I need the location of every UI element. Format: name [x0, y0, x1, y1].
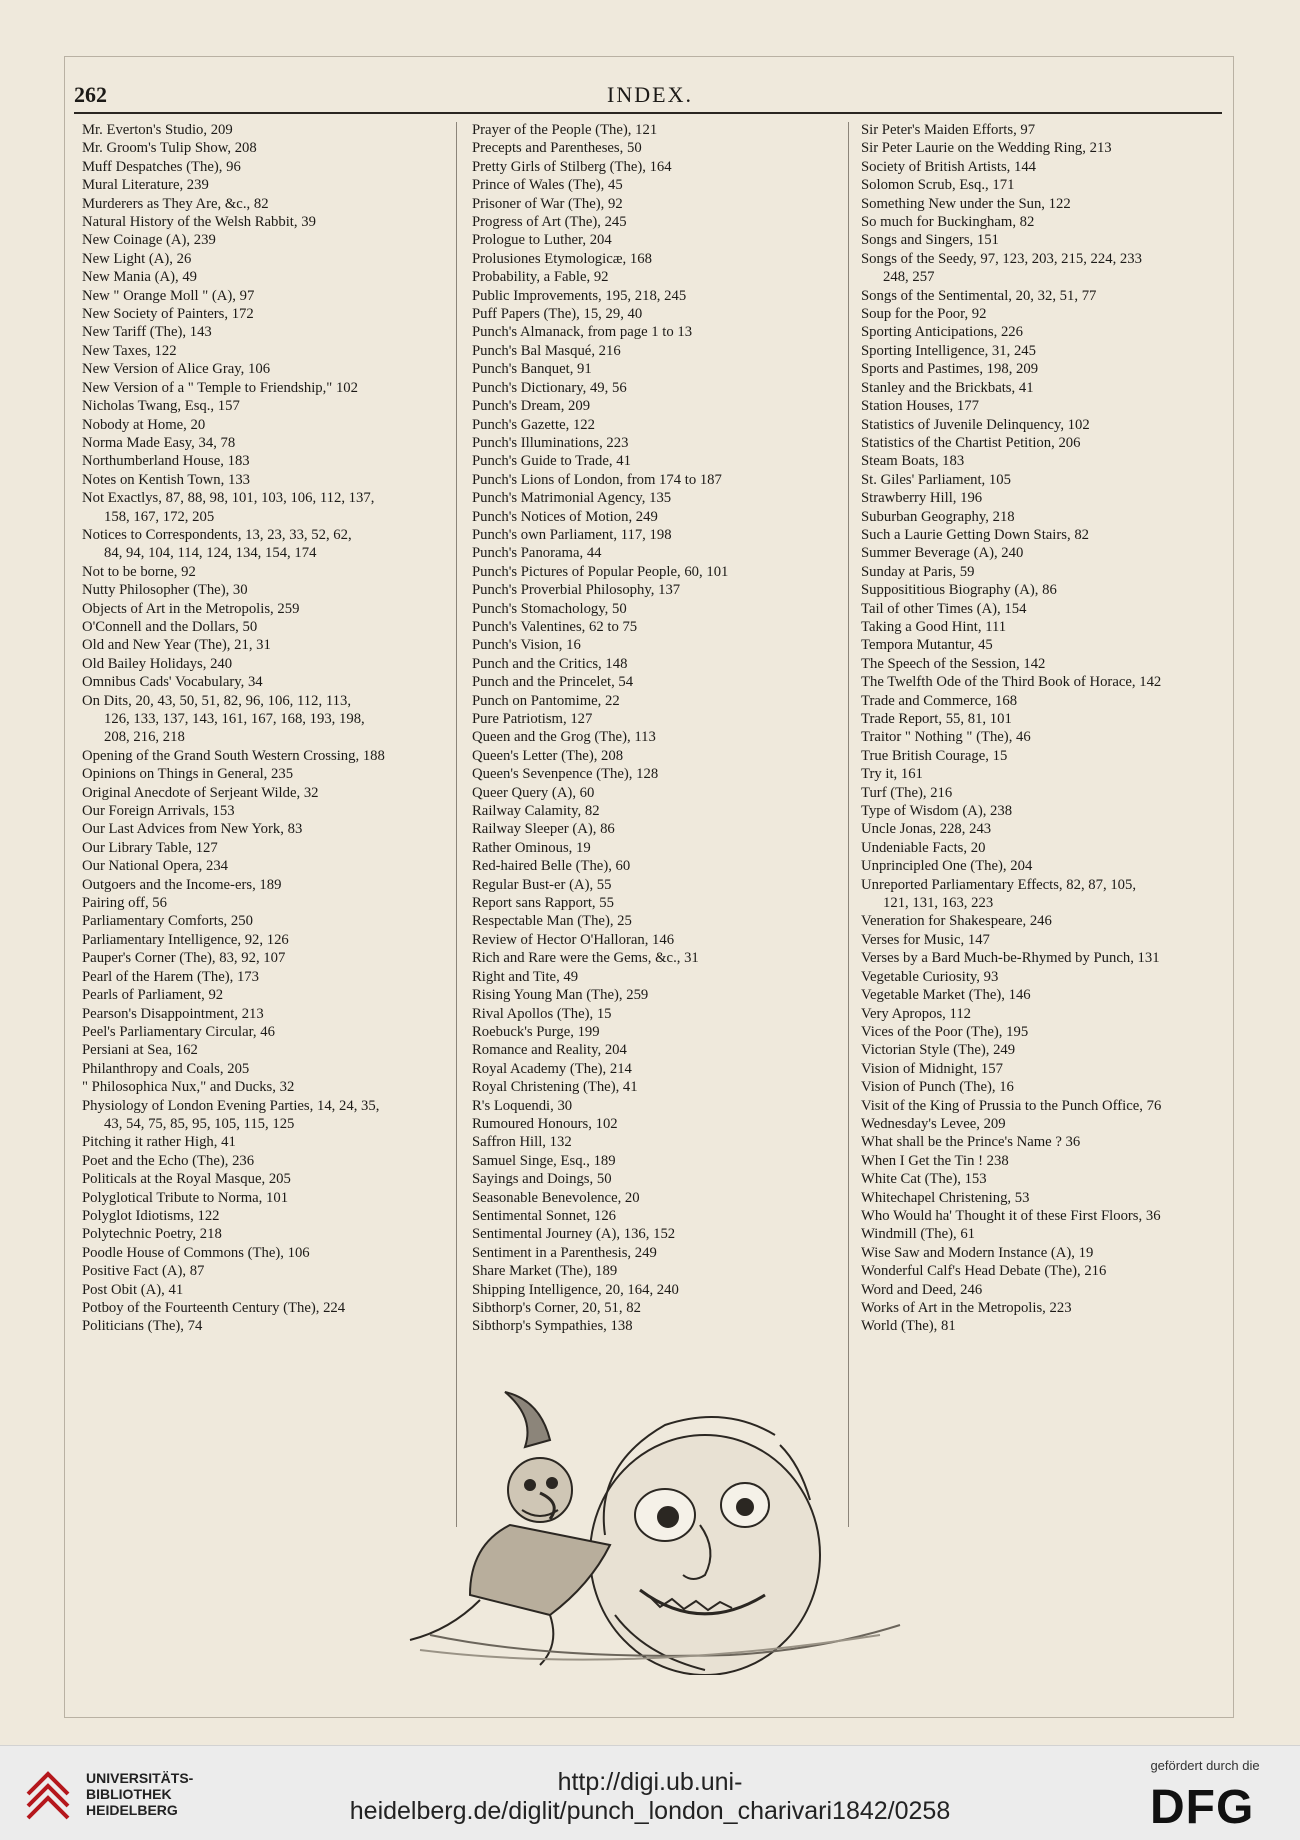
index-column-1	[82, 121, 457, 1336]
index-entry: Very Apropos, 112	[861, 1005, 972, 1022]
index-entry: Not to be borne, 92	[82, 563, 196, 580]
index-entry: Peel's Parliamentary Circular, 46	[82, 1023, 275, 1040]
index-entry: Punch's Guide to Trade, 41	[472, 453, 631, 470]
index-entry: Society of British Artists, 144	[861, 158, 1037, 175]
index-entry: Pauper's Corner (The), 83, 92, 107	[82, 950, 286, 967]
index-entry: Nutty Philosopher (The), 30	[82, 582, 248, 599]
index-entry: Wise Saw and Modern Instance (A), 19	[861, 1244, 1094, 1261]
index-entry: Rumoured Honours, 102	[472, 1115, 618, 1132]
index-entry: Nicholas Twang, Esq., 157	[82, 398, 240, 415]
index-entry: Parliamentary Intelligence, 92, 126	[82, 931, 289, 948]
index-entry: Songs of the Sentimental, 20, 32, 51, 77	[861, 287, 1097, 304]
index-entry: Progress of Art (The), 245	[472, 214, 627, 231]
index-entry: Traitor " Nothing " (The), 46	[861, 729, 1031, 746]
index-entry: Punch's Banquet, 91	[472, 361, 592, 378]
index-entry: Pitching it rather High, 41	[82, 1134, 236, 1151]
index-entry: Omnibus Cads' Vocabulary, 34	[82, 674, 263, 691]
library-name-line: BIBLIOTHEK	[86, 1786, 172, 1802]
index-entry: Share Market (The), 189	[472, 1263, 618, 1280]
index-entry: Sporting Anticipations, 226	[861, 324, 1023, 341]
index-entry: Vices of the Poor (The), 195	[861, 1023, 1029, 1040]
index-entry: 158, 167, 172, 205	[104, 508, 215, 525]
index-entry: Physiology of London Evening Parties, 14, 24, 35,	[82, 1097, 380, 1114]
index-entry: Punch's Notices of Motion, 249	[472, 508, 658, 525]
index-entry: Who Would ha' Thought it of these First Floors, 36	[861, 1207, 1161, 1224]
index-entry: Prologue to Luther, 204	[472, 232, 612, 249]
index-entry: Verses for Music, 147	[861, 931, 990, 948]
index-entry: Royal Christening (The), 41	[472, 1079, 638, 1096]
index-entry: Politicians (The), 74	[82, 1318, 203, 1335]
library-name-line: UNIVERSITÄTS-	[86, 1770, 194, 1786]
header-rule	[74, 112, 1222, 114]
index-entry: Punch's Panorama, 44	[472, 545, 602, 562]
index-entry: 43, 54, 75, 85, 95, 105, 115, 125	[104, 1115, 295, 1132]
index-column-2	[472, 121, 847, 1336]
index-entry: Polytechnic Poetry, 218	[82, 1226, 222, 1243]
university-library-logo-icon	[22, 1764, 74, 1822]
index-entry: Visit of the King of Prussia to the Punch Office, 76	[861, 1097, 1162, 1114]
index-entry: Queen's Sevenpence (The), 128	[472, 766, 659, 783]
index-entry: Punch on Pantomime, 22	[472, 692, 620, 709]
index-entry: Sir Peter Laurie on the Wedding Ring, 213	[861, 140, 1112, 157]
index-entry: 121, 131, 163, 223	[883, 895, 994, 912]
index-entry: The Twelfth Ode of the Third Book of Horace, 142	[861, 674, 1162, 691]
index-entry: 84, 94, 104, 114, 124, 134, 154, 174	[104, 545, 317, 562]
index-entry: Mural Literature, 239	[82, 177, 209, 194]
index-entry: Notes on Kentish Town, 133	[82, 471, 251, 488]
index-entry: Muff Despatches (The), 96	[82, 158, 241, 175]
index-entry: On Dits, 20, 43, 50, 51, 82, 96, 106, 112, 113,	[82, 692, 351, 709]
index-entry: Rising Young Man (The), 259	[472, 987, 649, 1004]
index-entry: Old Bailey Holidays, 240	[82, 655, 233, 672]
index-entry: Polyglot Idiotisms, 122	[82, 1207, 220, 1224]
index-entry: New " Orange Moll " (A), 97	[82, 287, 255, 304]
index-entry: Our Library Table, 127	[82, 839, 218, 856]
index-entry: Punch's Illuminations, 223	[472, 434, 629, 451]
punch-and-mask-engraving-icon	[400, 1385, 910, 1675]
index-entry: New Taxes, 122	[82, 342, 177, 359]
index-entry: Statistics of the Chartist Petition, 206	[861, 434, 1081, 451]
index-entry: Taking a Good Hint, 111	[861, 618, 1007, 635]
index-entry: Original Anecdote of Serjeant Wilde, 32	[82, 784, 319, 801]
index-entry: Vegetable Market (The), 146	[861, 987, 1031, 1004]
index-entry: Romance and Reality, 204	[472, 1042, 627, 1059]
index-entry: Mr. Everton's Studio, 209	[82, 122, 233, 138]
index-entry: Saffron Hill, 132	[472, 1134, 572, 1151]
index-entry: Trade Report, 55, 81, 101	[861, 711, 1012, 727]
index-entry: Songs and Singers, 151	[861, 232, 999, 249]
index-entry: Queen's Letter (The), 208	[472, 747, 624, 764]
index-entry: Such a Laurie Getting Down Stairs, 82	[861, 526, 1090, 543]
index-entry: Respectable Man (The), 25	[472, 913, 632, 930]
index-entry: Windmill (The), 61	[861, 1226, 976, 1243]
index-entry: Try it, 161	[861, 766, 923, 783]
index-entry: Northumberland House, 183	[82, 453, 250, 470]
page-title: INDEX.	[607, 82, 693, 107]
index-entry: Word and Deed, 246	[861, 1281, 983, 1298]
index-entry: Opening of the Grand South Western Crossing, 188	[82, 747, 385, 764]
index-entry: Solomon Scrub, Esq., 171	[861, 177, 1015, 194]
index-entry: Sentimental Sonnet, 126	[472, 1207, 617, 1224]
index-entry: Something New under the Sun, 122	[861, 195, 1071, 212]
index-entry: Verses by a Bard Much-be-Rhymed by Punch, 131	[861, 950, 1160, 967]
index-entry: Punch's Matrimonial Agency, 135	[472, 490, 672, 507]
index-entry: Trade and Commerce, 168	[861, 692, 1018, 709]
index-entry: What shall be the Prince's Name ? 36	[861, 1134, 1081, 1151]
index-entry: Soup for the Poor, 92	[861, 306, 987, 323]
index-entry: Roebuck's Purge, 199	[472, 1023, 600, 1040]
index-entry: Mr. Groom's Tulip Show, 208	[82, 140, 257, 157]
index-column-3	[861, 121, 1236, 1336]
index-entry: Statistics of Juvenile Delinquency, 102	[861, 416, 1090, 433]
index-entry: Poodle House of Commons (The), 106	[82, 1244, 310, 1261]
index-entry: Sibthorp's Sympathies, 138	[472, 1318, 633, 1335]
index-entry: Summer Beverage (A), 240	[861, 545, 1024, 562]
index-entry: Positive Fact (A), 87	[82, 1263, 205, 1280]
index-entry: Tail of other Times (A), 154	[861, 600, 1027, 617]
index-entry: Punch's Almanack, from page 1 to 13	[472, 324, 693, 341]
index-entry: Punch's Vision, 16	[472, 637, 581, 654]
index-entry: Rival Apollos (The), 15	[472, 1005, 612, 1022]
index-entry: Samuel Singe, Esq., 189	[472, 1152, 616, 1169]
index-entry: White Cat (The), 153	[861, 1171, 987, 1188]
index-entry: Prince of Wales (The), 45	[472, 177, 623, 194]
index-entry: Pretty Girls of Stilberg (The), 164	[472, 158, 672, 175]
index-entry: Puff Papers (The), 15, 29, 40	[472, 306, 643, 323]
index-entry: Veneration for Shakespeare, 246	[861, 913, 1052, 930]
index-entry: Report sans Rapport, 55	[472, 895, 614, 912]
index-entry: Works of Art in the Metropolis, 223	[861, 1300, 1072, 1316]
index-entry: Railway Calamity, 82	[472, 803, 600, 820]
index-entry: Punch and the Princelet, 54	[472, 674, 634, 691]
index-entry: Old and New Year (The), 21, 31	[82, 637, 271, 654]
index-entry: Pure Patriotism, 127	[472, 711, 593, 727]
index-entry: New Mania (A), 49	[82, 269, 198, 286]
index-entry: Polyglotical Tribute to Norma, 101	[82, 1189, 289, 1206]
index-entry: Poet and the Echo (The), 236	[82, 1152, 255, 1169]
index-entry: Natural History of the Welsh Rabbit, 39	[82, 214, 316, 231]
index-entry: Rich and Rare were the Gems, &c., 31	[472, 950, 699, 967]
index-entry: Politicals at the Royal Masque, 205	[82, 1171, 291, 1188]
index-entry: Post Obit (A), 41	[82, 1281, 184, 1298]
index-entry: Precepts and Parentheses, 50	[472, 140, 642, 157]
index-entry: 126, 133, 137, 143, 161, 167, 168, 193, 198,	[104, 711, 365, 727]
index-entry: Pearl of the Harem (The), 173	[82, 968, 259, 985]
index-entry: Review of Hector O'Halloran, 146	[472, 931, 675, 948]
index-entry: Sayings and Doings, 50	[472, 1171, 612, 1188]
index-entry: " Philosophica Nux," and Ducks, 32	[82, 1079, 295, 1096]
index-entry: New Tariff (The), 143	[82, 324, 212, 341]
permalink-url[interactable]: http://digi.ub.uni-heidelberg.de/diglit/punch_london_charivari1842/0258	[349, 1768, 951, 1825]
index-entry: Rather Ominous, 19	[472, 839, 591, 856]
index-entry: True British Courage, 15	[861, 747, 1008, 764]
index-entry: Railway Sleeper (A), 86	[472, 821, 615, 838]
index-entry: Objects of Art in the Metropolis, 259	[82, 600, 300, 617]
index-entry: Victorian Style (The), 249	[861, 1042, 1016, 1059]
index-entry: Punch's Dream, 209	[472, 398, 591, 415]
index-entry: Type of Wisdom (A), 238	[861, 803, 1013, 820]
index-entry: Royal Academy (The), 214	[472, 1060, 632, 1077]
index-entry: Whitechapel Christening, 53	[861, 1189, 1030, 1206]
index-entry: So much for Buckingham, 82	[861, 214, 1035, 231]
index-entry: Opinions on Things in General, 235	[82, 766, 294, 783]
index-entry: Vegetable Curiosity, 93	[861, 968, 999, 985]
index-entry: Sentimental Journey (A), 136, 152	[472, 1226, 676, 1243]
index-entry: Prolusiones Etymologicæ, 168	[472, 250, 652, 267]
index-entry: Suburban Geography, 218	[861, 508, 1015, 525]
index-entry: Queen and the Grog (The), 113	[472, 729, 656, 746]
index-entry: New Society of Painters, 172	[82, 306, 254, 323]
library-name-line: HEIDELBERG	[86, 1802, 178, 1818]
index-entry: Queer Query (A), 60	[472, 784, 595, 801]
index-entry: Probability, a Fable, 92	[472, 269, 609, 286]
index-entry: New Version of a " Temple to Friendship," 102	[82, 379, 358, 396]
index-entry: Our Foreign Arrivals, 153	[82, 803, 235, 820]
index-entry: Tempora Mutantur, 45	[861, 637, 993, 654]
index-entry: Potboy of the Fourteenth Century (The), 224	[82, 1300, 346, 1316]
footer-bar	[0, 1745, 1300, 1840]
column-divider	[456, 122, 457, 1527]
dfg-logo: DFG	[1150, 1781, 1255, 1834]
index-entry: Public Improvements, 195, 218, 245	[472, 287, 687, 304]
index-entry: Sporting Intelligence, 31, 245	[861, 342, 1036, 359]
index-entry: Punch's Dictionary, 49, 56	[472, 379, 627, 396]
index-entry: Strawberry Hill, 196	[861, 490, 983, 507]
index-entry: Not Exactlys, 87, 88, 98, 101, 103, 106, 112, 137,	[82, 490, 375, 507]
index-entry: Punch's own Parliament, 117, 198	[472, 526, 672, 543]
index-entry: Punch's Gazette, 122	[472, 416, 595, 433]
index-entry: The Speech of the Session, 142	[861, 655, 1046, 672]
index-entry: Vision of Midnight, 157	[861, 1060, 1003, 1077]
index-entry: When I Get the Tin ! 238	[861, 1152, 1009, 1169]
library-name	[86, 1770, 193, 1818]
index-entry: New Version of Alice Gray, 106	[82, 361, 271, 378]
page-number: 262	[74, 82, 107, 107]
index-entry: Turf (The), 216	[861, 784, 953, 801]
index-entry: 208, 216, 218	[104, 729, 185, 746]
index-entry: Punch's Valentines, 62 to 75	[472, 618, 638, 635]
index-entry: World (The), 81	[861, 1318, 956, 1335]
index-entry: O'Connell and the Dollars, 50	[82, 618, 258, 635]
index-entry: Murderers as They Are, &c., 82	[82, 195, 269, 212]
index-entry: Parliamentary Comforts, 250	[82, 913, 253, 930]
index-entry: Right and Tite, 49	[472, 968, 579, 985]
index-entry: Our National Opera, 234	[82, 858, 229, 875]
funding-caption: gefördert durch die	[1150, 1758, 1260, 1773]
index-entry: Unreported Parliamentary Effects, 82, 87, 105,	[861, 876, 1137, 893]
index-entry: New Coinage (A), 239	[82, 232, 216, 249]
index-entry: Notices to Correspondents, 13, 23, 33, 52, 62,	[82, 526, 352, 543]
index-entry: Punch and the Critics, 148	[472, 655, 628, 672]
index-entry: Sports and Pastimes, 198, 209	[861, 361, 1039, 378]
index-entry: Norma Made Easy, 34, 78	[82, 434, 236, 451]
index-entry: Prisoner of War (The), 92	[472, 195, 623, 212]
index-entry: Pearson's Disappointment, 213	[82, 1005, 264, 1022]
index-entry: Punch's Stomachology, 50	[472, 600, 627, 617]
index-entry: Prayer of the People (The), 121	[472, 122, 658, 138]
index-entry: Songs of the Seedy, 97, 123, 203, 215, 224, 233	[861, 250, 1142, 267]
index-entry: Sibthorp's Corner, 20, 51, 82	[472, 1300, 641, 1316]
index-entry: Wonderful Calf's Head Debate (The), 216	[861, 1263, 1107, 1280]
index-entry: Stanley and the Brickbats, 41	[861, 379, 1034, 396]
index-entry: Nobody at Home, 20	[82, 416, 206, 433]
index-entry: Uncle Jonas, 228, 243	[861, 821, 992, 838]
index-entry: Punch's Pictures of Popular People, 60, 101	[472, 563, 729, 580]
index-entry: Sir Peter's Maiden Efforts, 97	[861, 122, 1036, 138]
index-entry: Punch's Bal Masqué, 216	[472, 342, 621, 359]
index-entry: Philanthropy and Coals, 205	[82, 1060, 250, 1077]
index-entry: Sunday at Paris, 59	[861, 563, 975, 580]
index-entry: Station Houses, 177	[861, 398, 979, 415]
index-entry: Steam Boats, 183	[861, 453, 965, 470]
index-entry: Pairing off, 56	[82, 895, 167, 912]
index-entry: New Light (A), 26	[82, 250, 192, 267]
index-entry: Seasonable Benevolence, 20	[472, 1189, 640, 1206]
index-entry: Regular Bust-er (A), 55	[472, 876, 612, 893]
index-entry: Persiani at Sea, 162	[82, 1042, 198, 1059]
index-entry: Outgoers and the Income-ers, 189	[82, 876, 282, 893]
index-entry: Undeniable Facts, 20	[861, 839, 986, 856]
index-entry: Our Last Advices from New York, 83	[82, 821, 303, 838]
column-divider	[848, 122, 849, 1527]
index-entry: Punch's Lions of London, from 174 to 187	[472, 471, 722, 488]
index-entry: Sentiment in a Parenthesis, 249	[472, 1244, 657, 1261]
index-entry: Red-haired Belle (The), 60	[472, 858, 631, 875]
index-entry: 248, 257	[883, 269, 935, 286]
index-entry: Shipping Intelligence, 20, 164, 240	[472, 1281, 679, 1298]
index-entry: St. Giles' Parliament, 105	[861, 471, 1011, 488]
index-entry: R's Loquendi, 30	[472, 1097, 573, 1114]
index-entry: Wednesday's Levee, 209	[861, 1115, 1006, 1132]
index-entry: Punch's Proverbial Philosophy, 137	[472, 582, 681, 599]
index-entry: Unprincipled One (The), 204	[861, 858, 1033, 875]
index-entry: Supposititious Biography (A), 86	[861, 582, 1057, 599]
index-entry: Pearls of Parliament, 92	[82, 987, 224, 1004]
index-entry: Vision of Punch (The), 16	[861, 1079, 1014, 1096]
